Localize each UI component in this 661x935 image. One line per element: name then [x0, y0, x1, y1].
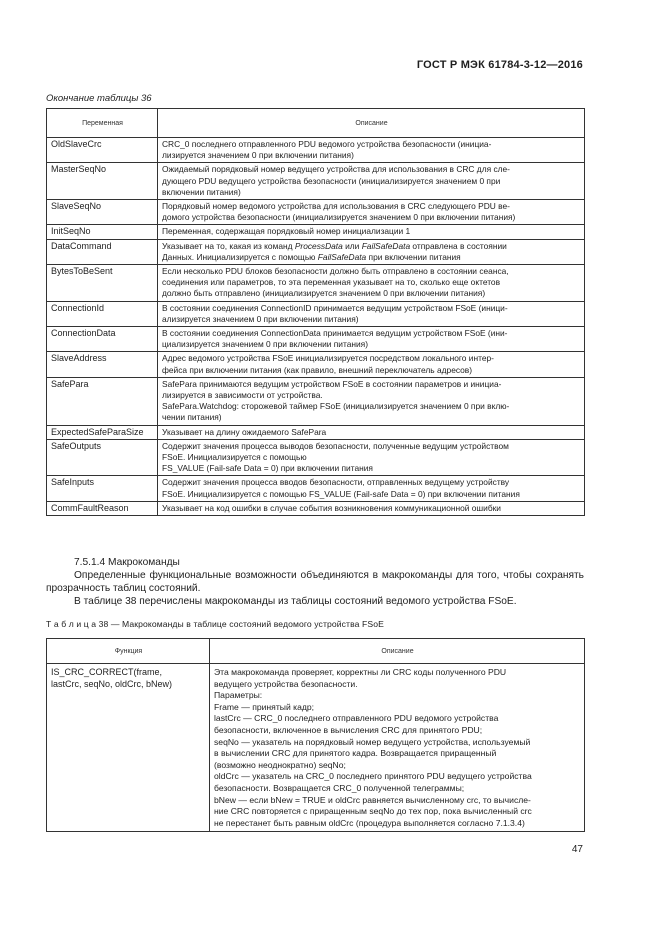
variable-description: Порядковый номер ведомого устройства для использования в CRC следующего PDU ве- домого устройства безопасности (инициализируется значением 0 при включении питания) [158, 200, 585, 225]
variable-description: CRC_0 последнего отправленного PDU ведомого устройства безопасности (инициа- лизируется значением 0 при включении питания) [158, 138, 585, 163]
variable-description: Указывает на код ошибки в случае события возникновения коммуникационной ошибки [158, 501, 585, 515]
table36-caption: Окончание таблицы 36 [46, 93, 152, 104]
function-signature: IS_CRC_CORRECT(frame, lastCrc, seqNo, oldCrc, bNew) [47, 664, 210, 832]
variable-name: ConnectionId [47, 301, 158, 326]
variable-description: В состоянии соединения ConnectionID принимается ведущим устройством FSoE (иници- ализируется значением 0 при включении питания) [158, 301, 585, 326]
table-row [47, 163, 585, 200]
variable-name: SafePara [47, 377, 158, 425]
standard-header: ГОСТ Р МЭК 61784-3-12—2016 [416, 59, 583, 71]
table-header-row [47, 109, 585, 138]
variable-description: Адрес ведомого устройства FSoE инициализируется посредством локального интер- фейса при включении питания (как правило, внешний переключатель адресов) [158, 352, 585, 377]
variable-description: Содержит значения процесса вводов безопасности, отправленных ведущему устройству FSoE. Инициализируется с помощью FS_VALUE (Fail-safe Data = 0) при включении питания [158, 476, 585, 501]
variable-name: OldSlaveCrc [47, 138, 158, 163]
table-row [47, 225, 585, 239]
column-header-variable: Переменная [47, 109, 158, 138]
variable-name: CommFaultReason [47, 501, 158, 515]
section-heading: 7.5.1.4 Макрокоманды [74, 557, 180, 568]
variable-name: SlaveSeqNo [47, 200, 158, 225]
variable-description: Ожидаемый порядковый номер ведущего устройства для использования в CRC для сле- дующего PDU ведущего устройства безопасности (инициализируется значением 0 при включении питания) [158, 163, 585, 200]
variable-name: DataCommand [47, 239, 158, 264]
variable-name: SafeOutputs [47, 439, 158, 476]
table-row [47, 476, 585, 501]
table-row [47, 425, 585, 439]
table-header-row [47, 639, 585, 664]
table-row [47, 439, 585, 476]
section-7-5-1-4 [46, 556, 584, 608]
table-row [47, 352, 585, 377]
variable-name: InitSeqNo [47, 225, 158, 239]
table-38 [46, 638, 585, 832]
table-row [47, 377, 585, 425]
section-paragraph-2: В таблице 38 перечислены макрокоманды из таблицы состояний ведомого устройства FSoE. [74, 596, 517, 607]
variable-description: Указывает на длину ожидаемого SafePara [158, 425, 585, 439]
variable-name: SafeInputs [47, 476, 158, 501]
table-row [47, 327, 585, 352]
variable-name: BytesToBeSent [47, 265, 158, 302]
page-number: 47 [571, 844, 583, 855]
variable-name: MasterSeqNo [47, 163, 158, 200]
table-row [47, 301, 585, 326]
variable-name: ExpectedSafeParaSize [47, 425, 158, 439]
table38-caption: Т а б л и ц а 38 — Макрокоманды в таблице состояний ведомого устройства FSoE [46, 619, 384, 629]
table-row [47, 200, 585, 225]
column-header-description: Описание [210, 639, 585, 664]
variable-name: ConnectionData [47, 327, 158, 352]
column-header-function: Функция [47, 639, 210, 664]
table-row [47, 265, 585, 302]
variable-description: Указывает на то, какая из команд ProcessData или FailSafeData отправлена в состоянии Данных. Инициализируется с помощью FailSafeData при включении питания [158, 239, 585, 264]
variable-description: Если несколько PDU блоков безопасности должно быть отправлено в состоянии сеанса, соединения или параметров, то эта переменная указывает на то, сколько еще октетов должно быть отправлено (инициализируется значением 0 при включении питания) [158, 265, 585, 302]
table-row [47, 239, 585, 264]
section-paragraph-1: Определенные функциональные возможности объединяются в макрокоманды для того, чтобы сохранять прозрачность таблиц состояний. [46, 570, 584, 594]
variable-description: Содержит значения процесса выводов безопасности, полученные ведущим устройством FSoE. Инициализируется с помощью FS_VALUE (Fail-safe Data = 0) при включении питания [158, 439, 585, 476]
table-row [47, 501, 585, 515]
table-36 [46, 108, 585, 516]
variable-description: SafePara принимаются ведущим устройством FSoE в состоянии параметров и инициа- лизируется в зависимости от устройства. SafePara.Watchdog: сторожевой таймер FSoE (инициализируется значением 0 при вклю- чении питания) [158, 377, 585, 425]
variable-description: Переменная, содержащая порядковый номер инициализации 1 [158, 225, 585, 239]
table-row [47, 138, 585, 163]
column-header-description: Описание [158, 109, 585, 138]
variable-description: В состоянии соединения ConnectionData принимается ведущим устройством FSoE (ини- циализируется значением 0 при включении питания) [158, 327, 585, 352]
function-description: Эта макрокоманда проверяет, корректны ли CRC коды полученного PDU ведущего устройства безопасности. Параметры: Frame — принятый кадр; lastCrc — CRC_0 последнего отправленного PDU ведомого устройства безопасности, включенное в вычисления CRC для принятого PDU; seqNo — указатель на порядковый номер ведущего устройства, используемый в вычислении CRC для принятого кадра. Возвращается приращенный (возможно неоднократно) seqNo; oldCrc — указатель на CRC_0 последнего принятого PDU ведущего устройства безопасности. Возвращается CRC_0 полученной телеграммы; bNew — если bNew = TRUE и oldCrc равняется вычисленному crc, то вычисле- ние CRC повторяется с приращенным seqNo до тех пор, пока вычисленный crc не перестанет быть равным oldCrc (процедура выполняется согласно 7.1.3.4) [210, 664, 585, 832]
variable-name: SlaveAddress [47, 352, 158, 377]
table-row [47, 664, 585, 832]
